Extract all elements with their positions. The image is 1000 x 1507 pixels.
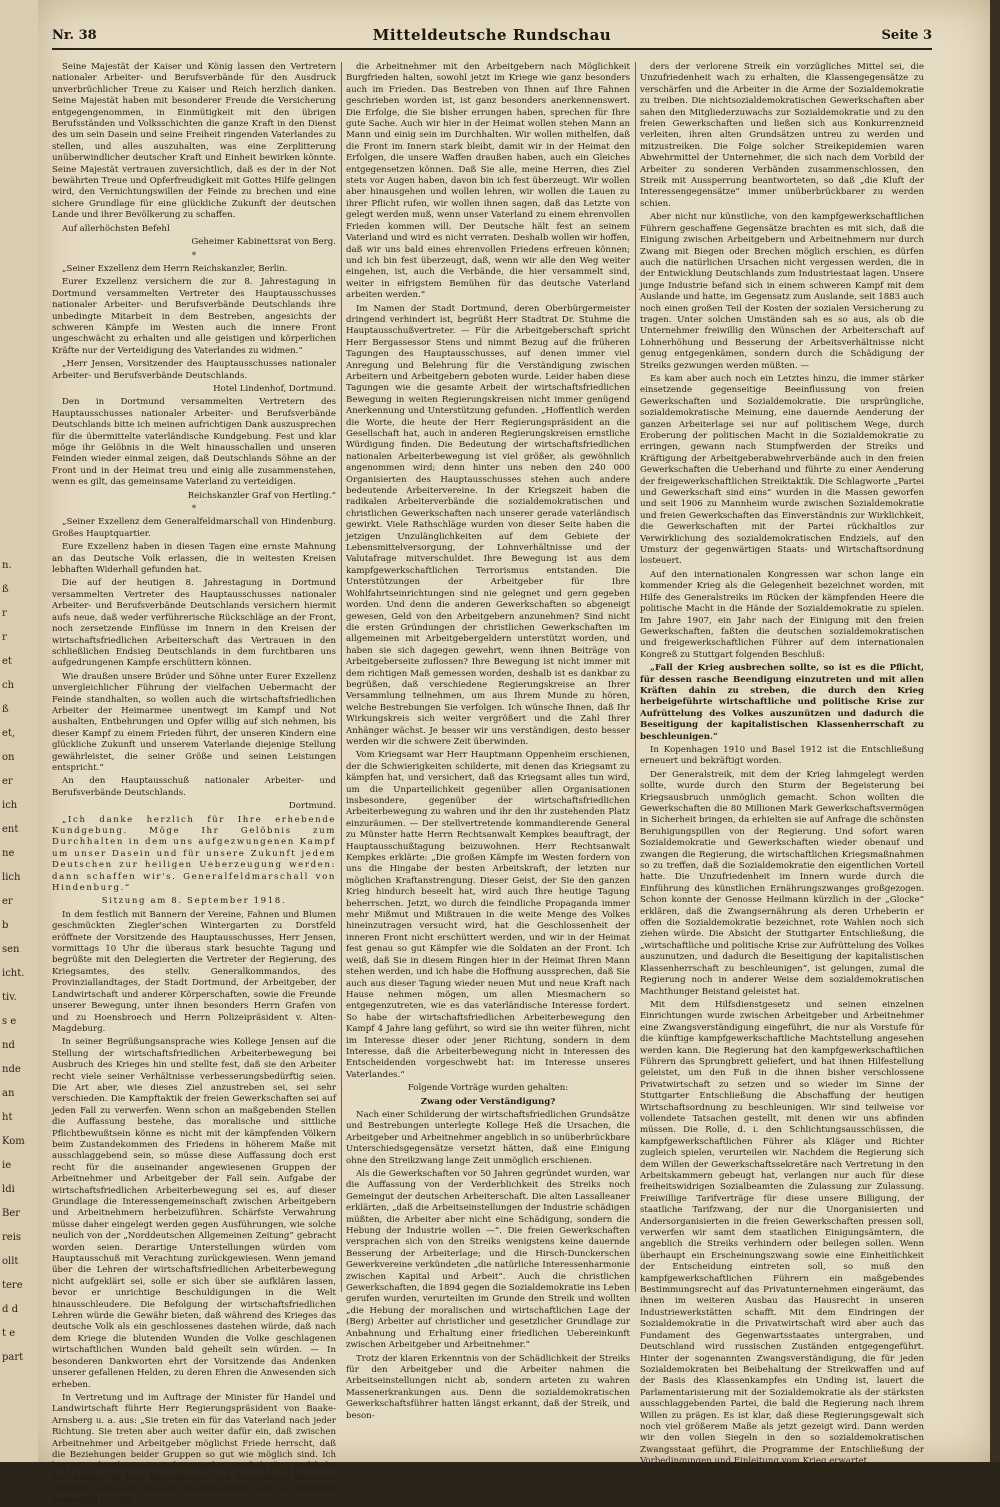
- paragraph: „Seiner Exzellenz dem Herrn Reichskanzler, Berlin.: [62, 263, 288, 274]
- paragraph: Zwang oder Verständigung?: [420, 1096, 556, 1107]
- prev-page-fragment: ich: [2, 800, 18, 811]
- prev-page-fragment: sen: [2, 944, 20, 955]
- paragraph: Folgende Vorträge wurden gehalten:: [407, 1083, 569, 1094]
- prev-page-fragment: ollt: [2, 1256, 19, 1267]
- paragraph: die Arbeitnehmer mit den Arbeitgebern nach Möglichkeit Burgfrieden halten, sowohl jetzt im Kriege wie ganz besonders auch im Frieden. Das Bestreben von Ihnen auf Ihre Fahnen geschrieben worden ist, ist ganz besonders anerkennenswert. Die Erfolge, die Sie bisher errungen haben, sprechen für Ihre gute Sache. Auch wir hier in der Heimat wollen stehen Mann an Mann und einig sein im Durchhalten. Wir wollen mithelfen, daß die Front im Innern stark bleibt, damit wir in der Heimat den Erfolgen, die unsere Waffen draußen haben, auch ein Gleiches entgegensetzen können. Daß Sie alle, meine Herren, dies Ziel stets vor Augen haben, davon bin ich fest überzeugt. Wir wollen aber hinausgehen und wollen lehren, wir wollen die Lauen zu ihrer Pflicht rufen, wir wollen ihnen sagen, daß das Letzte von gelegt werden muß, wenn unser Vaterland zu einem ehrenvollen Frieden kommen will. Der Deutsche hält fest an seinem Vaterland und wird es nicht verraten. Deshalb wollen wir hoffen, daß wir uns bald eines ehrenvollen Friedens erfreuen können; und ich bin fest überzeugt, daß, wenn wir alle den Weg weiter eingehen, ist, auch die Verbände, die hier versammelt sind, weiter in eifrigstem Bemühen für das deutsche Vaterland arbeiten werden.“: [346, 62, 630, 301]
- prev-page-fragment: ht: [2, 1112, 13, 1123]
- paragraph: Eure Exzellenz haben in diesen Tagen eine ernste Mahnung an das Deutsche Volk erlassen, die in weitesten Kreisen lebhaften Widerhall gefunden hat.: [52, 542, 336, 576]
- prev-page-fragment: ie: [2, 1160, 12, 1171]
- prev-page-fragment: tiv.: [2, 992, 17, 1003]
- prev-page-fragment: er: [2, 896, 13, 907]
- prev-page-fragment: an: [2, 1088, 15, 1099]
- prev-page-fragment: ß: [2, 704, 9, 715]
- prev-page-fragment: ldi: [2, 1184, 15, 1195]
- issue-number: Nr. 38: [52, 28, 97, 43]
- prev-page-fragment: et,: [2, 728, 16, 739]
- paragraph: Als die Gewerkschaften vor 50 Jahren gegründet wurden, war die Auffassung von der Verderblichkeit des Streiks noch Gemeingut der deutschen Arbeiterschaft. Die alten Lassalleaner erklärten, „daß die Arbeitseinstellungen der Industrie schädigen müßten, die Arbeiter aber nicht eine Schädigung, sondern die Hebung der Industrie wollen —“. Die freien Gewerkschaften versprachen sich von den Streiks wenigstens keine dauernde Besserung der Arbeiterlage; und die Hirsch-Dunckerschen Gewerkvereine verkündeten „die natürliche Interessenharmonie zwischen Kapital und Arbeit“. Auch die christlichen Gewerkschaften, die 1894 gegen die Sozialdemokratie ins Leben gerufen wurden, verurteilten im Grunde den Streik und wollten „die Hebung der moralischen und wirtschaftlichen Lage der (Berg) Arbeiter auf christlicher und gesetzlicher Grundlage zur Anbahnung und Erhaltung einer friedlichen Uebereinkunft zwischen Arbeitgeber und Arbeitnehmer.“: [346, 1169, 630, 1351]
- paragraph: Geheimer Kabinettsrat von Berg.: [191, 237, 336, 248]
- paragraph: Dortmund.: [288, 801, 336, 812]
- prev-page-fragment: d d: [2, 1304, 18, 1315]
- paragraph: Die auf der heutigen 8. Jahrestagung in Dortmund versammelten Vertreter des Hauptausschusses nationaler Arbeiter- und Berufsverbände Deutschlands versichern hiermit aufs neue, daß weder verführerische Rückschläge an der Front, noch zersetzende Einflüsse im Innern in den Kreisen der wirtschaftsfriedlichen Arbeiterschaft das Vertrauen in den schließlichen Endsieg Deutschlands in dem furchtbaren uns aufgedrungenen Kampfe erschüttern können.: [52, 578, 336, 669]
- prev-page-fragment: tere: [2, 1280, 23, 1291]
- text-column-3: [640, 62, 924, 1467]
- paragraph: „Seiner Exzellenz dem Generalfeldmarschall von Hindenburg. Großes Hauptquartier.: [52, 517, 336, 539]
- prev-page-fragment: er: [2, 776, 13, 787]
- prev-page-fragment: part: [2, 1352, 24, 1363]
- prev-page-fragment: r: [2, 632, 7, 643]
- paragraph: Reichskanzler Graf von Hertling.“: [187, 490, 336, 501]
- prev-page-fragment: Kom: [2, 1136, 25, 1147]
- prev-page-fragment: nde: [2, 1064, 21, 1075]
- prev-page-fragment: reis: [2, 1232, 22, 1243]
- prev-page-fragment: lich: [2, 872, 21, 883]
- paragraph: Eurer Exzellenz versichern die zur 8. Jahrestagung in Dortmund versammelten Vertreter des Hauptausschusses nationaler Arbeiter- und Berufsverbände Deutschlands ihre unbedingte Mitarbeit in dem Bestreben, angesichts der schweren Kämpfe im Westen auch die innere Front ungeschwächt zu erhalten und alle geistigen und körperlichen Kräfte nur der Verteidigung des Vaterlandes zu widmen.“: [52, 277, 336, 356]
- prev-page-fragment: nd: [2, 1040, 15, 1051]
- paragraph: In dem festlich mit Bannern der Vereine, Fahnen und Blumen geschmückten Ziegler'schen Wintergarten zu Dorstfeld eröffnete der Vorsitzende des Hauptausschusses, Herr Jensen, vormittags 10 Uhr die überaus stark besuchte Tagung und begrüßte mit den Delegierten die Vertreter der Regierung, des Kriegsamtes, des stellv. Generalkommandos, des Provinziallandtages, der Stadt Dortmund, der Arbeitgeber, der Landwirtschaft und anderer Körperschaften, sowie die Freunde unserer Bewegung, unter ihnen besonders Herrn Grafen von und zu Hoensbroech und Herrn Polizeipräsident v. Alten-Magdeburg.: [52, 909, 336, 1034]
- previous-page-edge: [0, 0, 41, 1462]
- page-header: [52, 28, 932, 50]
- paragraph: „Herr Jensen, Vorsitzender des Hauptausschusses nationaler Arbeiter- und Berufsverbände Deutschlands.: [52, 359, 336, 381]
- newspaper-title: Mitteldeutsche Rundschau: [372, 26, 612, 44]
- prev-page-fragment: ß: [2, 584, 9, 595]
- paragraph: Wie draußen unsere Brüder und Söhne unter Eurer Exzellenz unvergleichlicher Führung der vielfachen Uebermacht der Feinde standhalten, so wollen auch die wirtschaftsfriedlichen Arbeiter der Heimarmee unentwegt im Kampf und Not aushalten, Entbehrungen und Opfer willig auf sich nehmen, bis dieser Kampf zu einem Frieden führt, der unseren Kindern eine glückliche Zukunft und unserem Vaterlande diejenige Stellung gewährleistet, die seiner Größe und seinen Leistungen entspricht.“: [52, 671, 336, 773]
- prev-page-fragment: icht.: [2, 968, 25, 979]
- prev-page-fragment: ent: [2, 824, 19, 835]
- paragraph: Auf den internationalen Kongressen war schon lange ein kommender Krieg als die Gelegenheit bezeichnet worden, mit Hilfe des Generalstreiks im Rücken der kämpfenden Heere die politische Macht in die Hände der Sozialdemokratie zu spielen. Im Jahre 1907, ein Jahr nach der Einigung mit den freien Gewerkschaften, faßten die deutschen sozialdemokratischen und freigewerkschaftlichen Führer auf dem internationalen Kongreß zu Stuttgart folgenden Beschluß:: [640, 569, 924, 660]
- paragraph: Den in Dortmund versammelten Vertretern des Hauptausschusses nationaler Arbeiter- und Berufsverbände Deutschlands bitte ich meinen aufrichtigen Dank auszusprechen für die übermittelte vaterländische Kundgebung. Fest und klar möge ihr Gelöbnis in die Welt hinausschallen und unseren Feinden wieder einmal zeigen, daß Deutschlands Söhne an der Front und in der Heimat treu und einig alle zusammenstehen, wenn es gilt, das gemeinsame Vaterland zu verteidigen.: [52, 397, 336, 488]
- paragraph: *: [191, 250, 197, 261]
- paragraph: Vom Kriegsamt war Herr Hauptmann Oppenheim erschienen, der die Schwierigkeiten schilderte, mit denen das Kriegsamt zu kämpfen hat, und versichert, daß das Kriegsamt alles tun wird, um die Unparteilichkeit gegenüber allen Organisationen insbesondere, gegenüber der wirtschaftsfriedlichen Arbeiterbewegung zu wahren und ihr den ihr zustehenden Platz einzuräumen. — Der stellvertretende kommandierende General zu Münster hatte Herrn Rechtsanwalt Kempkes beauftragt, der Hauptausschußtagung beizuwohnen. Herr Rechtsanwalt Kempkes erklärte: „Die großen Kämpfe im Westen fordern von uns die Hingabe der besten Arbeitskraft, der letzten nur möglichen Kraftanstrengung. Dieser Geist, der Sie den ganzen Krieg hindurch beseelt hat, wird auch Ihre heutige Tagung beherrschen. Jetzt, wo durch die feindliche Propaganda immer mehr Mißmut und Mißtrauen in die weite Menge des Volkes hineinzutragen versucht wird, hat die Geschlossenheit der inneren Front nicht erschüttert werden, und wir in der Heimat fest genau so gut Kämpfer wie die Soldaten an der Front. Ich weiß, daß Sie in diesem Ringen hier in der Heimat Ihren Mann stehen werden, und ich habe die Hoffnung aussprechen, daß Sie auch aus dieser Tagung wieder neuen Mut und neue Kraft nach Hause nehmen mögen, um allen Miesmachern so entgegenzutreten, wie es das vaterländische Interesse fordert. So habe der wirtschaftsfriedlichen Arbeiterbewegung den Kampf 4 Jahre lang geführt, so wird sie ihn weiter führen, nicht im Interesse dieser oder jener Richtung, sondern in dem Interesse, daß die Arbeiterbewegung nicht in Interessen des Entscheidenden vorgeschwebt hat: im Interesse unseres Vaterlandes.“: [346, 750, 630, 1080]
- prev-page-fragment: b: [2, 920, 9, 931]
- paragraph: Der Generalstreik, mit dem der Krieg lahmgelegt werden sollte, wurde durch den Sturm der Begeisterung bei Kriegsausbruch unmöglich gemacht. Schon wollten die Gewerkschaften die 80 Millionen Mark Gewerkschaftsvermögen in Sicherheit bringen, da erhielten sie auf Anfrage die schönsten Beruhigungspillen von der Regierung. Und sofort waren Sozialdemokratie und Gewerkschaften wieder obenauf und zwangen die Regierung, die wirtschaftlichen Kriegsmaßnahmen so zu treffen, daß die Sozialdemokratie den eigentlichen Vorteil hatte. Die Unzufriedenheit im Innern wurde durch die Einführung des künstlichen Ernährungszwanges großgezogen. Schon konnte der Genosse Heilmann kürzlich in der „Glocke“ erklären, daß die Zwangsernährung als deren Urheberin er offen die Sozialdemokratie bezeichnet, rote Wahlen noch sich ziehen würde. Die Absicht der Stuttgarter Entschließung, die „wirtschaftliche und politische Krise zur Aufrüttelung des Volkes auszunutzen, und dadurch die Beseitigung der kapitalistischen Klassenherrschaft zu beschleunigen“, ist gelungen, zumal die Regierung noch in anderer Weise dem sozialdemokratischen Machthunger Beistand geleistet hat.: [640, 769, 924, 997]
- prev-page-fragment: ch: [2, 680, 15, 691]
- prev-page-fragment: n.: [2, 560, 12, 571]
- paragraph: „Ich danke herzlich für Ihre erhebende Kundgebung. Möge Ihr Gelöbnis zum Durchhalten in dem uns aufgezwungenen Kampf um unser Dasein und für unsere Zukunft jedem Deutschen zur heiligen Ueberzeugung werden: dann schaffen wir's. Generalfeldmarschall von Hindenburg.“: [52, 814, 336, 894]
- paragraph: Trotz der klaren Erkenntnis von der Schädlichkeit der Streiks für den Arbeitgeber und die Arbeiter nahmen die Arbeitseinstellungen nicht ab, sondern arteten zu wahren Massenerkrankungen aus. Denn die sozialdemokratischen Gewerkschaftsführer hatten längst erkannt, daß der Streik, und beson-: [346, 1353, 630, 1421]
- paragraph: *: [191, 504, 197, 515]
- paragraph: Nach einer Schilderung der wirtschaftsfriedlichen Grundsätze und Bestrebungen unterlegte Kollege Heß die Ursachen, die Arbeitgeber und Arbeitnehmer angeblich in so unüberbrückbare Unterschiedsgegensätze versetzt hätten, daß eine Einigung ohne den Streikzwang lange Zeit unmöglich erschienen.: [346, 1109, 630, 1166]
- prev-page-fragment: on: [2, 752, 15, 763]
- paragraph: Im Namen der Stadt Dortmund, deren Oberbürgermeister dringend verhindert ist, begrüßt Herr Stadtrat Dr. Stuhme die Hauptausschußvertreter. — Für die Arbeitgeberschaft spricht Herr Bergassessor Stens und nimmt Bezug auf die früheren Tagungen des Hauptausschusses, auf denen immer viel Anregung und Belehrung für die Verständigung zwischen Arbeitern und Arbeitgebern geboten wurde. Leider haben diese Tagungen wie die gesamte Arbeit der wirtschaftsfriedlichen Bewegung in weiten Regierungskreisen nicht immer genügend Anerkennung und Unterstützung gefunden. „Hoffentlich werden die Worte, die heute der Herr Regierungspräsident an die Gesellschaft hat, auch in anderen Regierungskreisen ernstliche Würdigung finden. Die Bedeutung der wirtschaftsfriedlichen nationalen Arbeiterbewegung ist viel größer, als gewöhnlich angenommen wird; denn hinter uns neben den 240 000 Organisierten des Hauptausschusses stehen auch andere bedeutende Arbeitervereine. In der Kriegszeit haben die radikalen Arbeiterverbände die sozialdemokratischen und christlichen Gewerkschaften nach unserer gerade vaterländisch gewirkt. Viele Rathschläge wurden von dieser Seite haben die jetzigen Unzulänglichkeiten auf dem Gebiete der Lebensmittelversorgung, der Lohnverhältnisse und der Valutafrage mitverschuldet. Ihre Bewegung ist aus dem kampfgewerkschaftlichen Terrorismus entstanden. Die Unterstützungen der Arbeitgeber für Ihre Wohlfahrtseinrichtungen sind nie gelegnet und gern gegeben worden. Und denn die anderen Gewerkschaften so abgeneigt gewesen, Geld von den Arbeitgebern anzunehmen? Sind nicht die ersten Gründungen der christlichen Gewerkschaften im allgemeinen mit Arbeitgebergeldern unterstützt worden, und haben sie sich dagegen gewehrt, wenn ihnen Beiträge von Arbeitgeberseite zuflossen? Ihre Bewegung ist nicht immer mit dem richtigen Maß gemessen worden, deshalb ist es dankbar zu begrüßen, daß verschiedene Regierungskreise an Ihrer Versammlung teilnehmen, um aus Ihrem Munde zu hören, welche Bestrebungen Sie verfolgen. Ich wünsche Ihnen, daß Ihr Wirkungskreis sich weiter vergrößert und die Zahl Ihrer Anhänger wächst. Je besser wir uns verständigen, desto besser werden wir die schwere Zeit überwinden.: [346, 303, 630, 747]
- paragraph: Hotel Lindenhof, Dortmund.: [213, 383, 336, 394]
- text-column-1: [52, 62, 336, 1506]
- paragraph: An den Hauptausschuß nationaler Arbeiter- und Berufsverbände Deutschlands.: [52, 776, 336, 798]
- prev-page-fragment: t e: [2, 1328, 16, 1339]
- prev-page-fragment: s e: [2, 1016, 17, 1027]
- paragraph: In Kopenhagen 1910 und Basel 1912 ist die Entschließung erneuert und bekräftigt worden.: [640, 744, 924, 767]
- prev-page-fragment: et: [2, 656, 12, 667]
- paragraph: Sitzung am 8. September 1918.: [101, 896, 287, 907]
- text-column-2: [346, 62, 630, 1421]
- paragraph: „Fall der Krieg ausbrechen sollte, so ist es die Pflicht, für dessen rasche Beendigung einzutreten und mit allen Kräften dahin zu streben, die durch den Krieg herbeigeführte wirtschaftliche und politische Krise zur Aufrüttelung des Volkes auszunützen und dadurch die Beseitigung der kapitalistischen Klassenherrschaft zu beschleunigen.“: [640, 663, 924, 742]
- paragraph: Mit dem Hilfsdienstgesetz und seinen einzelnen Einrichtungen wurde zwischen Arbeitgeber und Arbeitnehmer eine Zwangsverständigung eingeführt, die nur als Vorstufe für die künftige kampfgewerkschaftliche Machtstellung angesehen werden kann. Die Regierung hat den kampfgewerkschaftlichen Führern das Sprungbrett geliefert, und hat ihnen Hilfestellung geleistet, um den Fuß in die ihnen bisher verschlossene Privatwirtschaft zu setzen und so wieder im Sinne der Stuttgarter Entschließung die Abschaffung der heutigen Wirtschaftsordnung zu beschleunigen. Wir sind teilweise vor vollendete Tatsachen gestellt, mit denen wir uns abfinden müssen. Die Rolle, d. i. den Schlichtungsausschüssen, die kampfgewerkschaftlichen Führer als Kläger und Richter zugleich spielen, verurteilen wir. Nachdem die Regierung sich dem Willen der Gewerkschaftssekretäre nach Vertretung in den Arbeitskammern gebeugt hat, verlangen nur auch für diese freiheitswidrigen Sozialbeamten die Zulassung zur Zulassung. Freiwillige Tarifverträge für diese unsere Billigung, der staatliche Tarifzwang, der nur die Unorganisierten und Andersorganisierten in die freien Gewerkschaften pressen soll, verwerfen wir samt dem staatlichen Einigungsämtern, die angeblich die Streiks verhindern oder beilegen sollen. Wenn überhaupt ein Erscheinungszwang sowie eine Einheitlichkeit der Entscheidung eintreten soll, so muß den kampfgewerkschaftlichen Führern ein maßgebendes Bestimmungsrecht auf das Privatunternehmen eingeräumt, das ihnen im weiteren Ausbau das Hausrecht in unseren Industriewerkstätten schafft. Mit dem Eindringen der Sozialdemokratie in die Privatwirtschaft wird aber auch das Fundament des Gegenwartsstaates untergraben, und Deutschland wird russischen Zuständen entgegengeführt. Hinter der sogenannten Zwangsverständigung, die für jeden Sozialdemokraten bei Beibehaltung der Streikwaffen und auf der Basis des Klassenkampfes ein Unding ist, lauert die Parlamentarisierung mit der Sozialdemokratie als der stärksten ausschlaggebenden Partei, die bald die Regierung nach ihrem Willen zu prägen. Es ist klar, daß diese Regierungsgewalt sich noch viel größerem Maße als jetzt gezeigt wird. Dann werden wir den vollen Siegeln in den so sozialdemokratischen Zwangsstaat geführt, die Programme der Entschließung der Vorbedingungen und Einleitung vom Krieg erwartet.: [640, 999, 924, 1467]
- paragraph: Seine Majestät der Kaiser und König lassen den Vertretern nationaler Arbeiter- und Berufsverbände für den Ausdruck unverbrüchlicher Treue zu Kaiser und Reich herzlich danken. Seine Majestät haben mit besonderer Freude die Versicherung entgegengenommen, in Einmütigkeit mit den übrigen Berufsständen und Volksschichten die ganze Kraft in den Dienst des um sein Dasein und seine Freiheit ringenden Vaterlandes zu stellen, und alles auszuhalten, was eine Zerplitterung unüberwindlicher deutscher Kraft und Einheit bewirken könnte. Seine Majestät vertrauen zuversichtlich, daß es der in der Not bewährten Treue und Opferfreudigkeit mit Gottes Hilfe gelingen wird, den Vernichtungswillen der Feinde zu brechen und eine sichere Grundlage für eine glückliche Zukunft der deutschen Lande und ihrer Bevölkerung zu schaffen.: [52, 62, 336, 221]
- paragraph: ders der verlorene Streik ein vorzügliches Mittel sei, die Unzufriedenheit wach zu erhalten, die Klassengegensätze zu verschärfen und die Arbeiter in die Arme der Sozialdemokratie zu treiben. Die nichtsozialdemokratischen Gewerkschaften aber sahen den Mitgliederzuwachs zur Sozialdemokratie und zu den freien Gewerkschaften und ließen sich aus Konkurrenzneid verleiten, ihren alten Grundsätzen untreu zu werden und mitzustreiken. Die Folge solcher Streikepidemien waren Abwehrmittel der Unternehmer, die sich nach dem Vorbild der Arbeiter zu sonderen Verbänden zusammenschlossen, den Streik mit Aussperrung beantworteten, so daß „die Kluft der Interessengegensätze“ immer unüberbrückbarer zu werden schien.: [640, 62, 924, 209]
- binding-edge: [990, 0, 1000, 1462]
- prev-page-fragment: ne: [2, 848, 15, 859]
- prev-page-fragment: Ber: [2, 1208, 21, 1219]
- paragraph: Es kam aber auch noch ein Letztes hinzu, die immer stärker einsetzende gegenseitige Beeinflussung von freien Gewerkschaften und Sozialdemokratie. Die ursprüngliche, sozialdemokratische Meinung, eine dauernde Aenderung der ganzen Arbeiterlage sei nur auf politischem Wege, durch Eroberung der politischen Macht in die Sozialdemokratie zu erringen, gewann nach Stumpfwerden der Streiks und Kräftigung der Arbeitgeberabwehrverbände auch in den freien Gewerkschaften die Ueberhand und führte zu einer Aenderung der freigewerkschaftlichen Streiktaktik. Die Schlagworte „Partei und Gewerkschaft sind eins“ wurden in die Massen geworfen und seit 1906 zu Mannheim wurde zwischen Sozialdemokratie und freien Gewerkschaften das Einverständnis zur Wirklichkeit, die Gewerkschaften mit der Partei rückhaltlos zur Verwirklichung des sozialdemokratischen Endziels, auf den Umsturz der gegenwärtigen Staats- und Wirtschaftsordnung losteuert.: [640, 373, 924, 567]
- column-rule: [635, 62, 636, 1292]
- paragraph: Auf allerhöchsten Befehl: [62, 223, 170, 234]
- paragraph: In seiner Begrüßungsansprache wies Kollege Jensen auf die Stellung der wirtschaftsfriedlichen Arbeiterbewegung bei Ausbruch des Krieges hin und stellte fest, daß sie den Arbeiter recht viele seiner Verhältnisse verbesserungsbedürftig seien. Die Art aber, wie dieses Ziel anzustreben sei, sei sehr verschieden. Die Kampftaktik der freien Gewerkschaften sei auf jeden Fall zu verwerfen. Wenn schon an maßgebenden Stellen die Auffassung bestehe, das moralische und sittliche Pflichtbewußtsein könne es nicht mit der kämpfenden Völkern beim Zustandekommen des Friedens in höherem Maße mit ausschlaggebend sein, so müsse diese Auffassung doch erst recht für die auseinander angewiesenen Gruppen der Arbeitnehmer und Arbeitgeber der Fall sein. Aufgabe der wirtschaftsfriedlichen Arbeiterbewegung sei es, auf dieser Grundlage die Interessengemeinschaft zwischen Arbeitgebern und Arbeitnehmern herbeizuführen. Schärfste Verwahrung müsse daher eingelegt werden gegen Ausführungen, wie solche neulich von der „Norddeutschen Allgemeinen Zeitung“ gebracht worden seien. Derartige Unterstellungen würden vom Hauptausschuß mit Verachtung zurückgewiesen. Wenn jemand über die Lehren der wirtschaftsfriedlichen Arbeiterbewegung nicht aufgeklärt sei, solle er sich über sie aufklären lassen, bevor er unrichtige Beschuldigungen in die Welt hinausschleudere. Die Befolgung der wirtschaftsfriedlichen Lehren würde die Gewähr bieten, daß während des Krieges das deutsche Volk als ein geschlossenes dastehen würde, daß nach dem Kriege die blutenden Wunden die Volke geschlagenen wirtschaftlichen Wunden bald geheilt sein würden. — In besonderen Dankworten ehrt der Vorsitzende das Andenken unserer gefallenen Helden, zu deren Ehren die Anwesenden sich erheben.: [52, 1037, 336, 1390]
- paragraph: Aber nicht nur künstliche, von den kampfgewerkschaftlichen Führern geschaffene Gegensätze brachten es mit sich, daß die Einigung zwischen Arbeitgebern und Arbeitnehmern nur durch Zwang mit Biegen oder Brechen möglich erschien, es dürfen auch die natürlichen Ursachen nicht vergessen werden, die in der Entwicklung Deutschlands zum Industriestaat lagen. Unsere junge Industrie befand sich in einem schweren Kampf mit dem Auslande und hatte, im Gegensatz zum Auslande, seit 1883 auch noch einen großen Teil der Kosten der sozialen Versicherung zu tragen. Unter solchen Umständen sah es so aus, als ob die Unternehmer freiwillig den Wünschen der Arbeiterschaft auf Lohnerhöhung und Besserung der Arbeitsverhältnisse nicht genug entgegenkämen, sondern durch die Schädigung der Streiks gezwungen werden müßten. —: [640, 212, 924, 371]
- paragraph: In Vertretung und im Auftrage der Minister für Handel und Landwirtschaft führte Herr Regierungspräsident von Baake-Arnsberg u. a. aus: „Sie treten ein für das Vaterland nach jeder Richtung. Sie treten aber auch weiter dafür ein, daß zwischen Arbeitnehmer und Arbeitgeber möglichst Friede herrscht, daß die Beziehungen beider Gruppen so gut wie möglich sind. Ich bin seit Jahrzehnten im Industriegebiet amtlich tätig und habe von Anfang an Ihre Bestrebungen mit besonderem Interesse verfolgt; denn ich bin der Ueberzeugung, daß es dringend notwendig ist, daß: [52, 1392, 336, 1506]
- page-number: Seite 3: [881, 28, 932, 43]
- prev-page-fragment: r: [2, 608, 7, 619]
- column-rule: [341, 62, 342, 1292]
